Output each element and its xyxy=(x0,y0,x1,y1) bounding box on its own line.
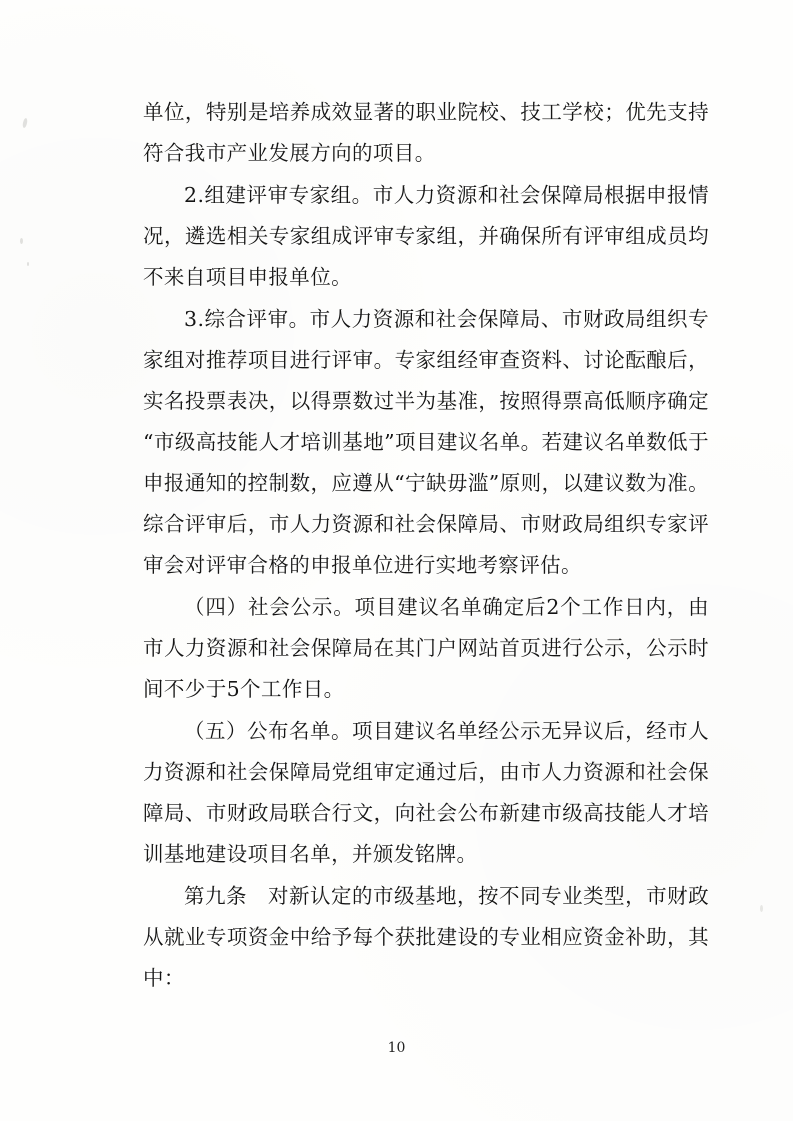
paragraph-comprehensive-review: 3.综合评审。市人力资源和社会保障局、市财政局组织专家组对推荐项目进行评审。专家组经审查资料、讨论酝酿后，实名投票表决，以得票数过半为基准，按照得票高低顺序确定“市级高技能人才培训基地”项目建议名单。若建议名单数低于申报通知的控制数，应遵从“宁缺毋滥”原则，以建议数为准。综合评审后，市人力资源和社会保障局、市财政局组织专家评审会对评审合格的申报单位进行实地考察评估。 xyxy=(143,307,709,577)
paragraph-public-notice: （四）社会公示。项目建议名单确定后2个工作日内，由市人力资源和社会保障局在其门户网站首页进行公示，公示时间不少于5个工作日。 xyxy=(143,595,709,701)
paragraph-article-nine: 第九条 对新认定的市级基地，按不同专业类型，市财政从就业专项资金中给予每个获批建设的专业相应资金补助，其中： xyxy=(143,884,709,990)
scan-artifact-speck xyxy=(760,905,763,912)
scan-artifact-speck xyxy=(20,238,23,244)
paragraph-continuation: 单位，特别是培养成效显著的职业院校、技工学校；优先支持符合我市产业发展方向的项目。 xyxy=(143,100,709,165)
document-body xyxy=(143,92,709,1000)
scan-artifact-speck xyxy=(22,118,28,129)
page-number: 10 xyxy=(387,1040,406,1056)
paragraph-publish-list: （五）公布名单。项目建议名单经公示无异议后，经市人力资源和社会保障局党组审定通过后，由市人力资源和社会保障局、市财政局联合行文，向社会公布新建市级高技能人才培训基地建设项目名单，并颁发铭牌。 xyxy=(143,719,709,866)
scan-artifact-speck xyxy=(27,262,29,266)
paragraph-expert-group: 2.组建评审专家组。市人力资源和社会保障局根据申报情况，遴选相关专家组成评审专家组，并确保所有评审组成员均不来自项目申报单位。 xyxy=(143,183,709,289)
